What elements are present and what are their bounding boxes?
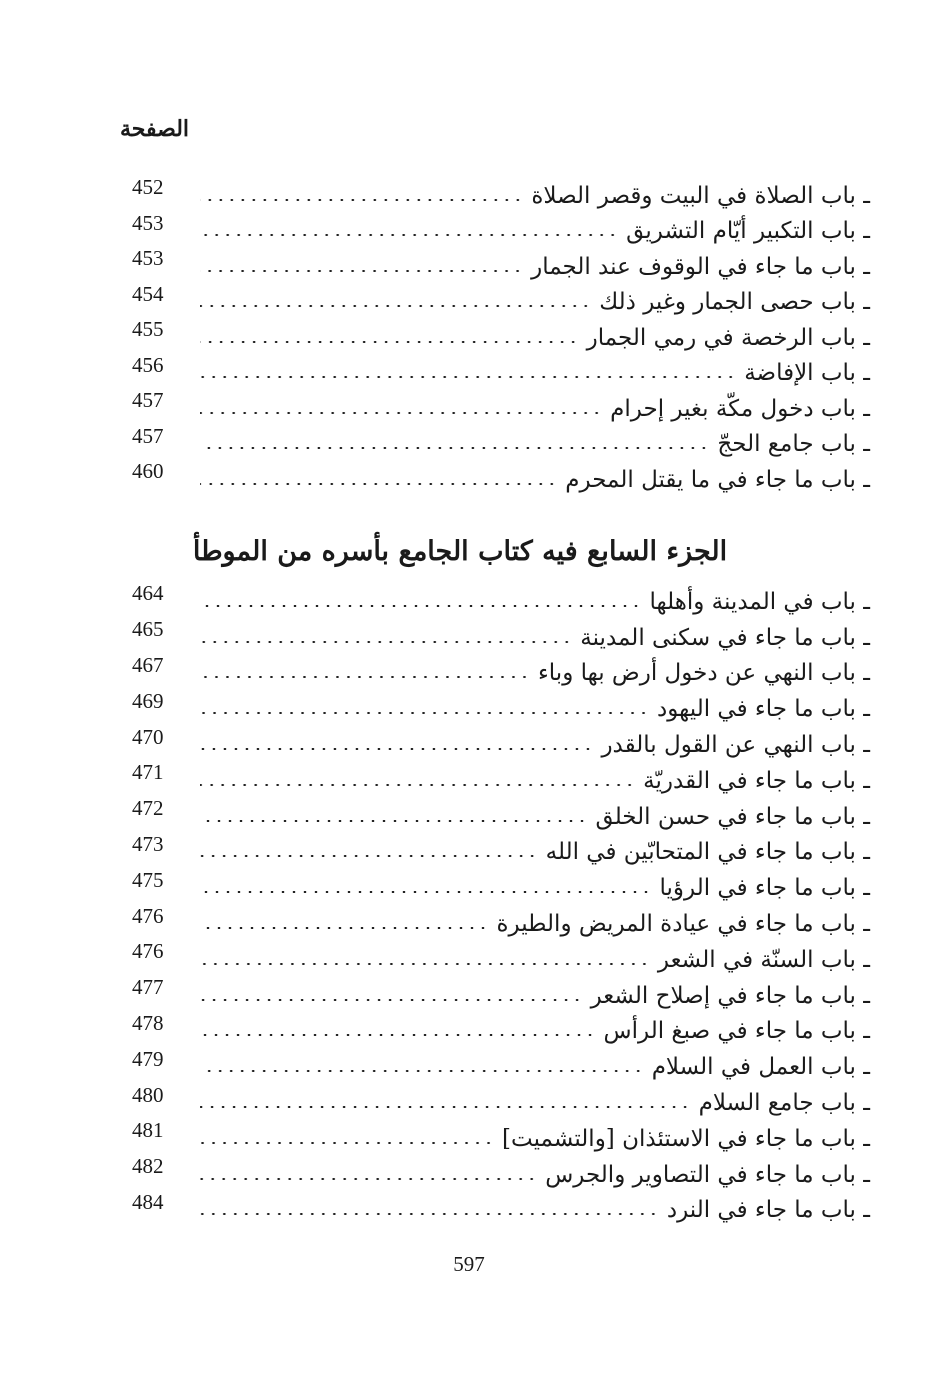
toc-entry xyxy=(120,831,870,871)
dot-leader xyxy=(200,1034,596,1036)
toc-entry-page: 470 xyxy=(132,724,164,749)
toc-entry-title: ـ باب ما جاء في صبغ الرأس xyxy=(603,1018,870,1045)
toc-entry xyxy=(120,688,870,727)
toc-entry-title: ـ باب ما جاء في عيادة المريض والطيرة xyxy=(496,911,870,938)
toc-entry-page: 455 xyxy=(132,317,164,342)
dot-leader xyxy=(200,447,709,449)
toc-entry-title: ـ باب ما جاء في اليهود xyxy=(657,696,870,723)
toc-entry-page: 471 xyxy=(132,760,164,785)
toc-entry-title: ـ باب جامع الحجّ xyxy=(717,431,870,458)
toc-entry-title: ـ باب ما جاء في المتحابّين في الله xyxy=(545,839,870,866)
dot-leader xyxy=(200,820,588,822)
toc-entry-title: ـ باب حصى الجمار وغير ذلك xyxy=(599,289,870,316)
toc-entry-page: 457 xyxy=(132,388,164,413)
toc-entry xyxy=(120,246,870,285)
dot-leader xyxy=(200,376,736,378)
dot-leader xyxy=(200,676,530,678)
toc-entry-title: ـ باب ما جاء في القدريّة xyxy=(643,767,870,794)
page-number: 597 xyxy=(453,1252,485,1276)
dot-leader xyxy=(200,483,557,485)
toc-entry-page: 465 xyxy=(132,617,164,642)
dot-leader xyxy=(200,412,602,414)
dot-leader xyxy=(200,1106,691,1108)
toc-entry-page: 481 xyxy=(132,1118,164,1143)
toc-entry xyxy=(120,1154,870,1193)
toc-entry xyxy=(120,581,870,620)
dot-leader xyxy=(200,305,591,307)
toc-entry-page: 479 xyxy=(132,1046,164,1071)
toc-entry xyxy=(120,724,870,763)
toc-entry xyxy=(120,1118,870,1157)
toc-entry-page: 480 xyxy=(132,1082,164,1107)
toc-entry xyxy=(120,317,870,356)
section-title: الجزء السابع فيه كتاب الجامع بأسره من الموطأ xyxy=(192,536,728,567)
toc-entry xyxy=(120,423,870,463)
toc-entry xyxy=(120,210,870,250)
toc-entry-page: 482 xyxy=(132,1154,164,1179)
toc-entry-page: 472 xyxy=(132,796,164,821)
toc-entry-page: 484 xyxy=(132,1189,164,1214)
toc-entry-title: ـ باب في المدينة وأهلها xyxy=(649,588,870,615)
dot-leader xyxy=(200,712,649,714)
toc-entry-title: ـ باب النهي عن القول بالقدر xyxy=(601,732,870,759)
toc-entry xyxy=(120,388,870,427)
toc-entry-title: ـ باب دخول مكّة بغير إحرام xyxy=(610,395,870,422)
toc-entry xyxy=(120,1046,870,1085)
toc-entry-page: 476 xyxy=(132,939,164,964)
toc-list-part6 xyxy=(120,175,870,498)
dot-leader xyxy=(200,1213,659,1215)
toc-entry xyxy=(120,459,870,498)
dot-leader xyxy=(200,855,538,857)
toc-entry-page: 473 xyxy=(132,831,164,856)
toc-entry-page: 456 xyxy=(132,352,164,377)
toc-entry-title: ـ باب الصلاة في البيت وقصر الصلاة xyxy=(531,182,870,209)
dot-leader xyxy=(200,891,652,893)
toc-entry-title: ـ باب الرخصة في رمي الجمار xyxy=(586,324,870,351)
dot-leader xyxy=(200,1178,537,1180)
toc-entry xyxy=(120,1082,870,1121)
toc-entry-title: ـ باب ما جاء في ما يقتل المحرم xyxy=(565,466,870,493)
toc-entry-page: 453 xyxy=(132,246,164,271)
toc-entry-page: 453 xyxy=(132,210,164,235)
dot-leader xyxy=(200,748,593,750)
toc-entry-title: ـ باب ما جاء في النرد xyxy=(666,1197,870,1224)
toc-entry xyxy=(120,281,870,321)
toc-entry-title: ـ باب ما جاء في الوقوف عند الجمار xyxy=(531,253,870,280)
dot-leader xyxy=(200,199,523,201)
dot-leader xyxy=(200,963,650,965)
toc-entry-title: ـ باب جامع السلام xyxy=(698,1090,870,1117)
toc-entry xyxy=(120,903,870,942)
toc-entry-title: ـ باب ما جاء في التصاوير والجرس xyxy=(545,1161,870,1188)
toc-entry xyxy=(120,760,870,799)
toc-entry-page: 467 xyxy=(132,652,164,677)
toc-entry-title: ـ باب السنّة في الشعر xyxy=(657,946,870,973)
toc-entry xyxy=(120,617,870,656)
toc-entry xyxy=(120,939,870,978)
toc-entry xyxy=(120,796,870,835)
dot-leader xyxy=(200,234,618,236)
toc-entry xyxy=(120,975,870,1014)
toc-entry-page: 469 xyxy=(132,688,164,713)
toc-entry-title: ـ باب النهي عن دخول أرض بها وباء xyxy=(537,660,870,687)
toc-entry-title: ـ باب الإفاضة xyxy=(744,360,870,387)
dot-leader xyxy=(200,270,523,272)
toc-entry-title: ـ باب ما جاء في سكنى المدينة xyxy=(580,624,870,651)
dot-leader xyxy=(200,1142,494,1144)
dot-leader xyxy=(200,999,583,1001)
toc-entry-title: ـ باب ما جاء في إصلاح الشعر xyxy=(590,982,870,1009)
page-column-header: الصفحة xyxy=(120,116,190,142)
toc-entry-title: ـ باب ما جاء في الرؤيا xyxy=(659,875,870,902)
toc-entry-title: ـ باب ما جاء في الاستئذان [والتشميت] xyxy=(502,1125,870,1152)
toc-entry xyxy=(120,352,870,392)
toc-entry-page: 477 xyxy=(132,975,164,1000)
dot-leader xyxy=(200,784,635,786)
toc-entry-title: ـ باب العمل في السلام xyxy=(651,1054,870,1081)
toc-entry xyxy=(120,1010,870,1050)
toc-entry xyxy=(120,175,870,214)
toc-entry-page: 457 xyxy=(132,423,164,448)
toc-entry xyxy=(120,867,870,906)
toc-entry xyxy=(120,1189,870,1229)
toc-entry-page: 454 xyxy=(132,281,164,306)
toc-entry-page: 476 xyxy=(132,903,164,928)
dot-leader xyxy=(200,927,489,929)
toc-entry-page: 475 xyxy=(132,867,164,892)
toc-entry-title: ـ باب التكبير أيّام التشريق xyxy=(626,218,870,245)
toc-entry xyxy=(120,652,870,692)
dot-leader xyxy=(200,1070,644,1072)
toc-entry-page: 464 xyxy=(132,581,164,606)
toc-entry-title: ـ باب ما جاء في حسن الخلق xyxy=(595,803,870,830)
toc-list-part7 xyxy=(120,581,870,1228)
toc-entry-page: 478 xyxy=(132,1010,164,1035)
toc-entry-page: 452 xyxy=(132,175,164,200)
dot-leader xyxy=(200,605,642,607)
dot-leader xyxy=(200,341,579,343)
dot-leader xyxy=(200,641,572,643)
toc-entry-page: 460 xyxy=(132,459,164,484)
